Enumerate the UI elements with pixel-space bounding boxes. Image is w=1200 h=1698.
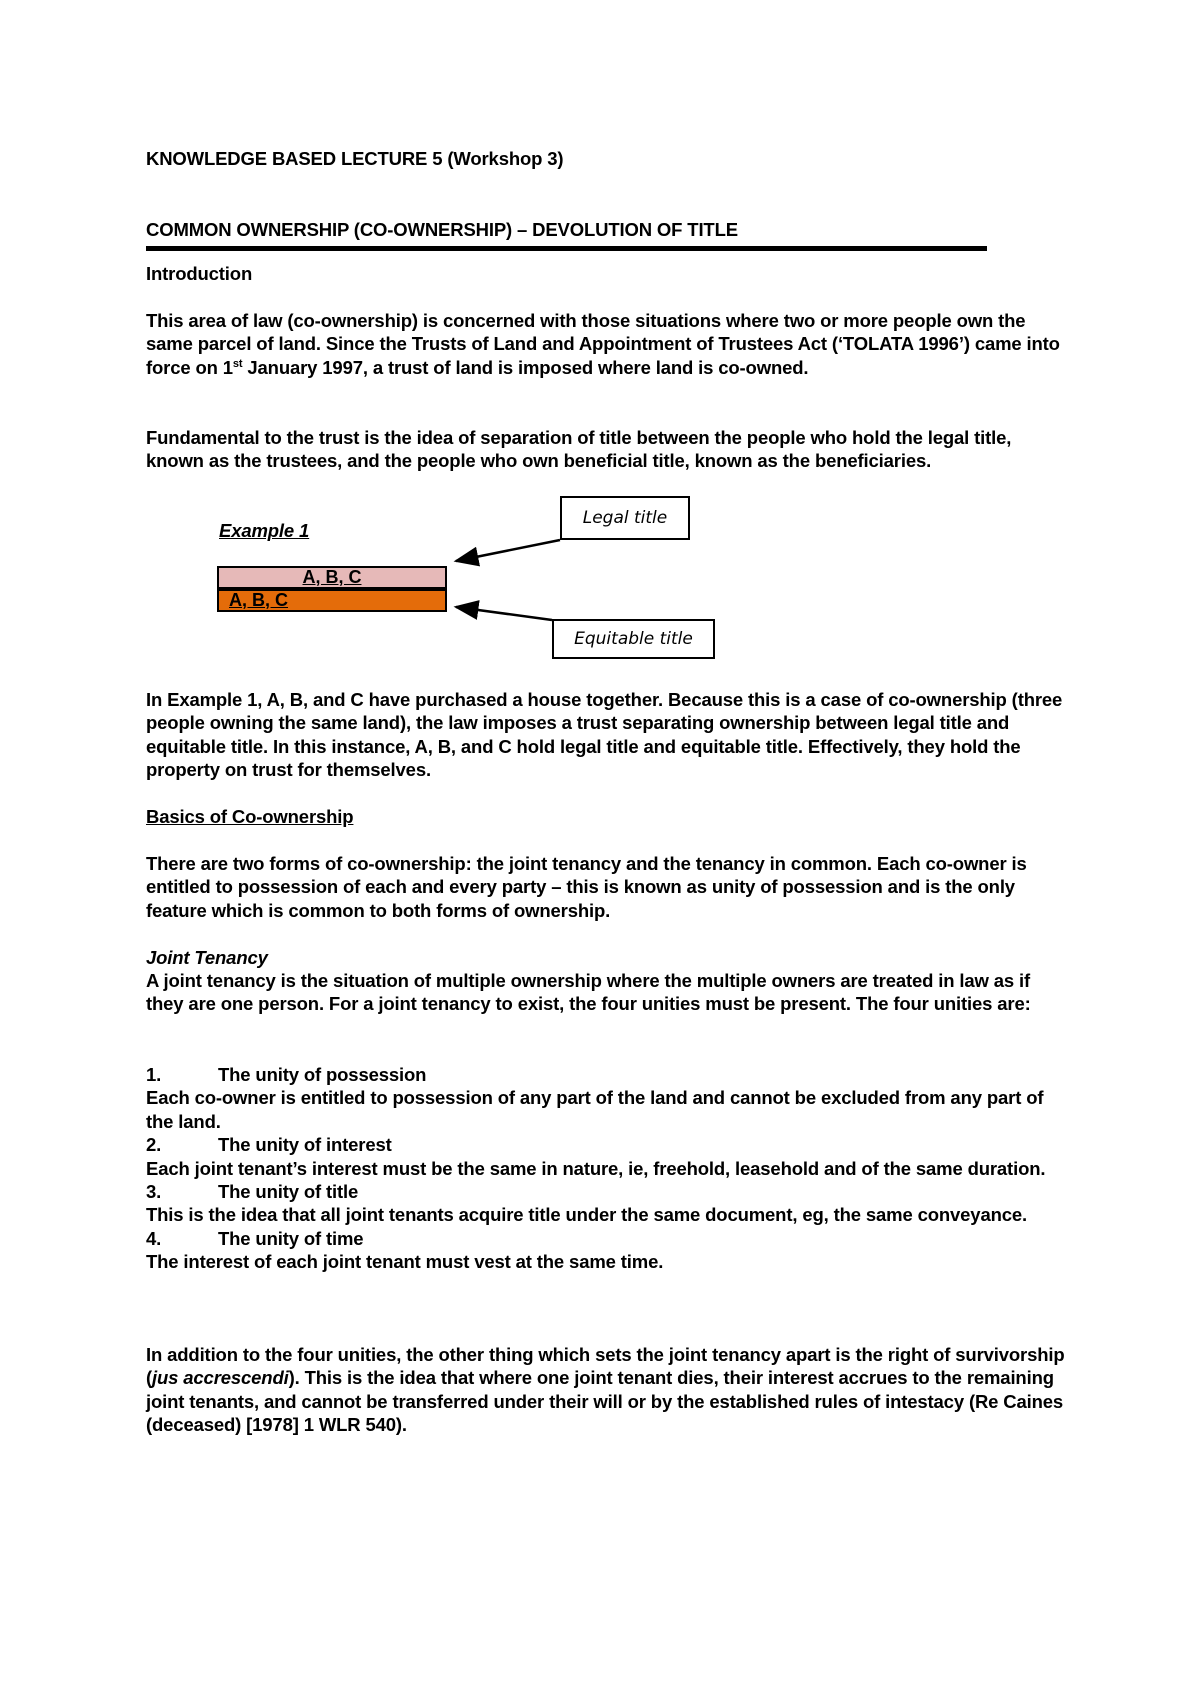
unity-number: 4. — [146, 1227, 162, 1249]
legal-title-callout: Legal title — [560, 496, 690, 540]
unity-title: The unity of time — [218, 1227, 364, 1249]
survivorship-paragraph — [146, 1343, 1066, 1437]
unity-item — [146, 1133, 1066, 1156]
joint-tenancy-heading: Joint Tenancy — [146, 947, 268, 968]
basics-paragraph: There are two forms of co-ownership: the joint tenancy and the tenancy in common. Each co-owner is entitled to possession of each and every party – this is known as unity of possession and is the only feature which is common to both forms of ownership. — [146, 853, 1027, 921]
latin-term: jus accrescendi — [152, 1367, 289, 1389]
unity-number: 2. — [146, 1134, 162, 1156]
legal-title-arrow — [456, 540, 560, 561]
basics-heading: Basics of Co-ownership — [146, 806, 354, 827]
unity-number: 1. — [146, 1064, 162, 1085]
section-title: COMMON OWNERSHIP (CO-OWNERSHIP) – DEVOLUTION OF TITLE — [146, 219, 738, 240]
unity-title: The unity of interest — [218, 1134, 392, 1156]
unities-list — [146, 1063, 1066, 1274]
unity-description: Each co-owner is entitled to possession of any part of the land and cannot be excluded from any part of the land. — [146, 1087, 1044, 1132]
equitable-title-arrow — [456, 607, 552, 620]
unity-item — [146, 1227, 1066, 1250]
equitable-title-callout: Equitable title — [552, 619, 715, 659]
unity-number: 3. — [146, 1181, 162, 1203]
superscript-st: st — [232, 357, 243, 370]
survivorship-text-continued: ). This is the idea that where one joint tenant dies, their interest accrues to the remaining joint tenants, and cannot be transferred under their will or by the established rules of intestacy (Re Caines (deceased) [1978] 1 WLR 540). — [146, 1367, 1064, 1436]
unity-description: This is the idea that all joint tenants acquire title under the same document, eg, the same conveyance. — [146, 1204, 1028, 1226]
unity-description: The interest of each joint tenant must vest at the same time. — [146, 1251, 664, 1273]
introduction-heading: Introduction — [146, 263, 253, 284]
intro-p1-text-continued: January 1997, a trust of land is imposed where land is co-owned. — [242, 356, 809, 378]
introduction-paragraph-2: Fundamental to the trust is the idea of separation of title between the people who hold the legal title, known as the trustees, and the people who own beneficial title, known as the beneficiaries. — [146, 427, 1012, 472]
survivorship-text: In addition to the four unities, the other thing which sets the joint tenancy apart is the right of survivorship ( — [146, 1344, 1065, 1389]
unity-title: The unity of possession — [218, 1064, 427, 1085]
example-explanation: In Example 1, A, B, and C have purchased a house together. Because this is a case of co-ownership (three people owning the same land), the law imposes a trust separating ownership between legal title and equitable title. In this instance, A, B, and C hold legal title and equitable title. Effectively, they hold the property on trust for themselves. — [146, 689, 1063, 781]
unity-description: Each joint tenant’s interest must be the same in nature, ie, freehold, leasehold and of the same duration. — [146, 1157, 1046, 1179]
unity-item — [146, 1180, 1066, 1203]
joint-tenancy-intro: A joint tenancy is the situation of multiple ownership where the multiple owners are treated in law as if they are one person. For a joint tenancy to exist, the four unities must be present. The four unities are: — [146, 970, 1031, 1015]
legal-title-bar: A, B, C — [217, 566, 447, 589]
equitable-title-bar: A, B, C — [217, 589, 447, 612]
intro-p1-text: This area of law (co-ownership) is concerned with those situations where two or more people own the same parcel of land. Since the Trusts of Land and Appointment of Trustees Act (‘TOLATA 1996’) came into force on 1 — [146, 310, 1060, 378]
unity-item — [146, 1063, 1066, 1086]
lecture-title: KNOWLEDGE BASED LECTURE 5 (Workshop 3) — [146, 148, 564, 169]
example-label: Example 1 — [219, 520, 310, 541]
unity-title: The unity of title — [218, 1181, 359, 1203]
